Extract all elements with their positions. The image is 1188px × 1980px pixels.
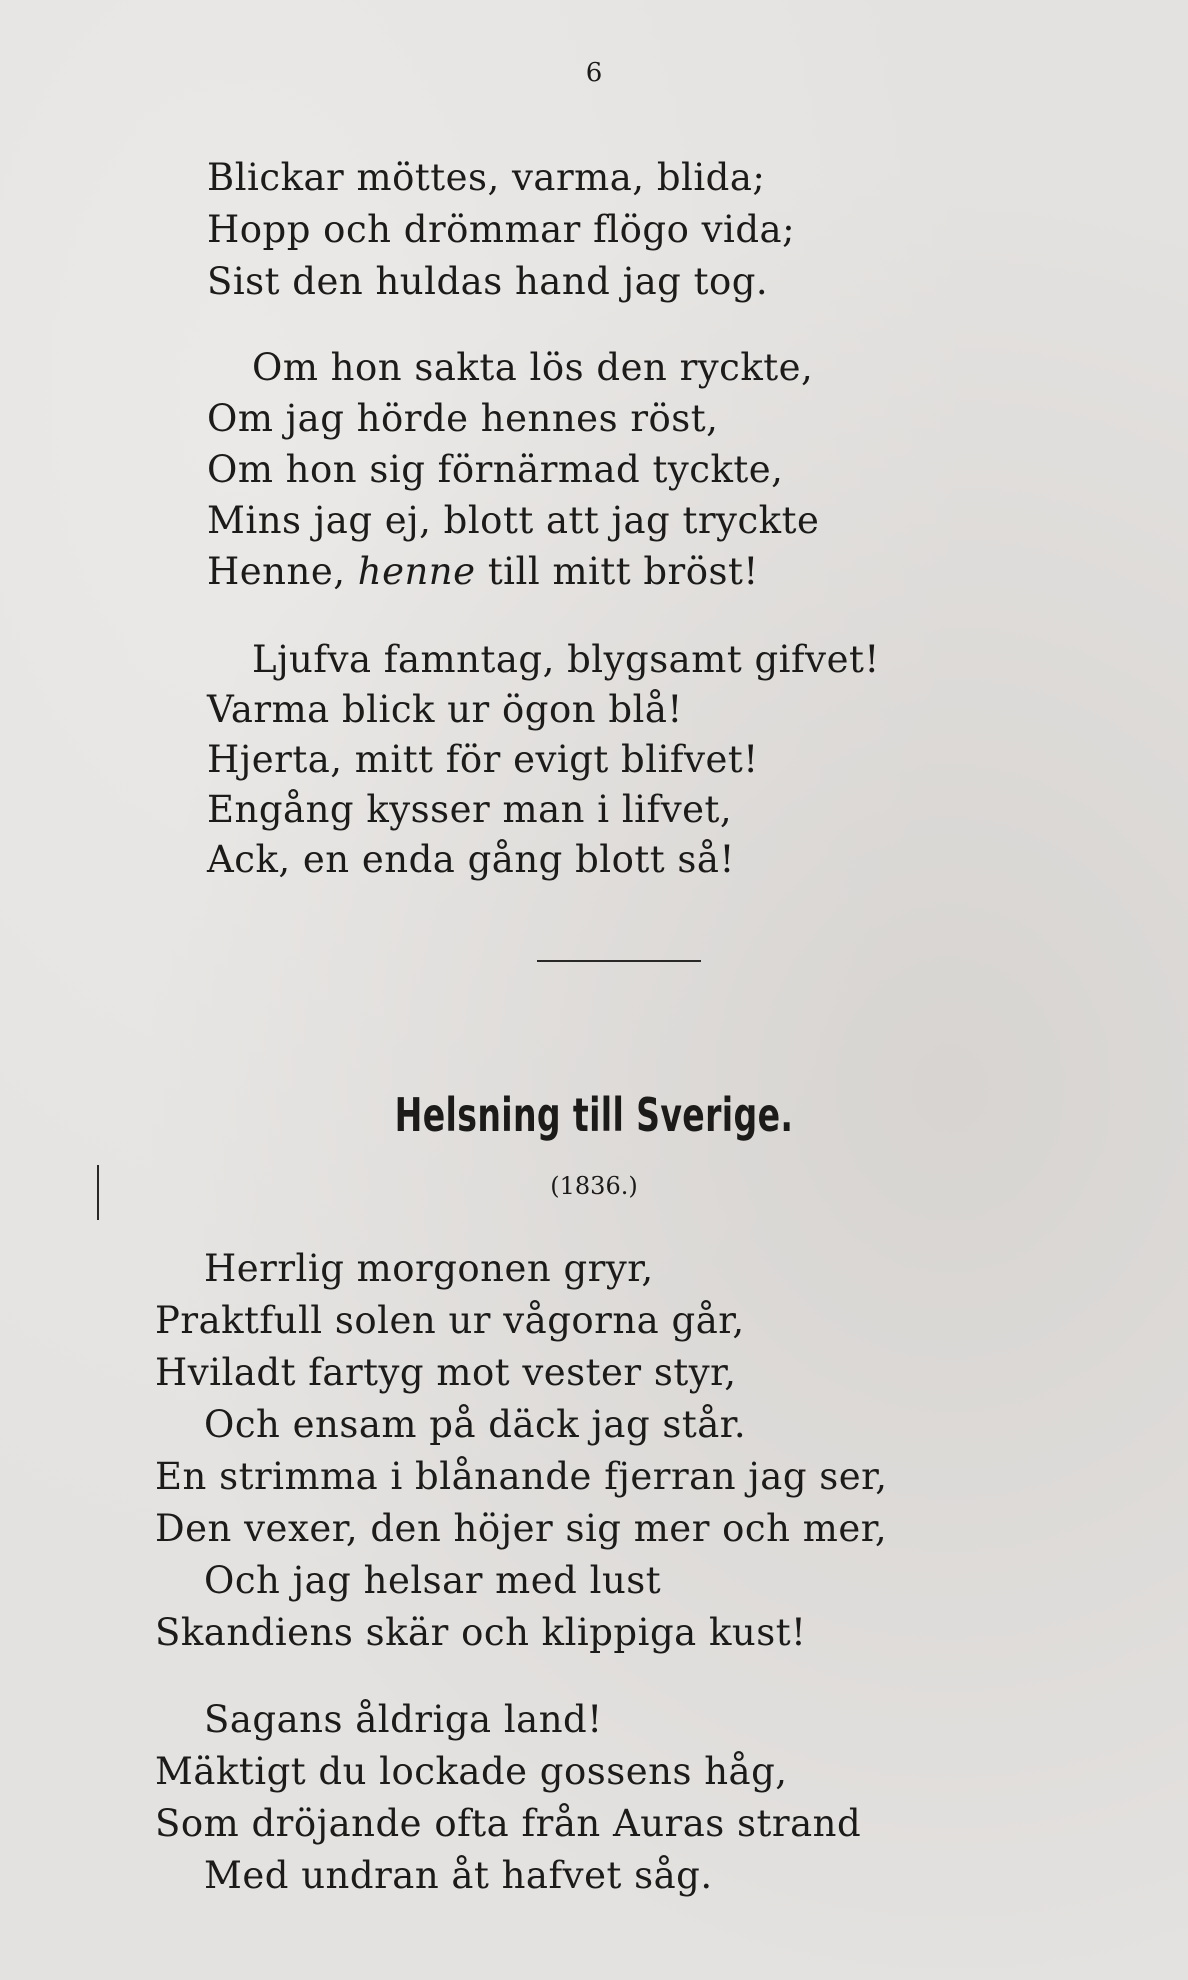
verse-line: Mins jag ej, blott att jag tryckte xyxy=(207,499,820,542)
verse-line: Den vexer, den höjer sig mer och mer, xyxy=(155,1507,888,1550)
verse-line: Mäktigt du lockade gossens håg, xyxy=(155,1750,788,1793)
verse-line: Med undran åt hafvet såg. xyxy=(204,1854,713,1897)
verse-line: Om hon sakta lös den ryckte, xyxy=(252,346,814,389)
verse-line: En strimma i blånande fjerran jag ser, xyxy=(155,1455,888,1498)
verse-line: Praktfull solen ur vågorna går, xyxy=(155,1299,745,1342)
verse-line: Sagans åldriga land! xyxy=(204,1698,603,1741)
verse-line: Herrlig morgonen gryr, xyxy=(204,1247,654,1290)
verse-line: Ljufva famntag, blygsamt gifvet! xyxy=(252,638,880,681)
verse-line: Varma blick ur ögon blå! xyxy=(207,688,683,731)
verse-line: Och ensam på däck jag står. xyxy=(204,1403,747,1446)
emphasized-word: henne xyxy=(357,550,476,593)
verse-text: Henne, xyxy=(207,550,346,593)
verse-line: Om hon sig förnärmad tyckte, xyxy=(207,448,784,491)
verse-line: Hviladt fartyg mot vester styr, xyxy=(155,1351,737,1394)
poem-title: Helsning till Sverige. xyxy=(394,1088,794,1142)
verse-line: Sist den huldas hand jag tog. xyxy=(207,260,769,303)
verse-line: Som dröjande ofta från Auras strand xyxy=(155,1802,862,1845)
verse-text: till mitt bröst! xyxy=(487,550,759,593)
verse-line: Engång kysser man i lifvet, xyxy=(207,788,733,831)
verse-line: Om jag hörde hennes röst, xyxy=(207,397,719,440)
verse-line: Hjerta, mitt för evigt blifvet! xyxy=(207,738,759,781)
verse-line: Ack, en enda gång blott så! xyxy=(207,838,735,881)
page-number: 6 xyxy=(585,58,603,88)
verse-line xyxy=(207,550,759,593)
verse-line: Blickar möttes, varma, blida; xyxy=(207,156,766,199)
margin-mark xyxy=(97,1165,99,1220)
poem-date: (1836.) xyxy=(550,1172,638,1200)
verse-line: Hopp och drömmar flögo vida; xyxy=(207,208,796,251)
verse-line: Och jag helsar med lust xyxy=(204,1559,662,1602)
section-divider xyxy=(537,960,701,962)
verse-line: Skandiens skär och klippiga kust! xyxy=(155,1611,807,1654)
